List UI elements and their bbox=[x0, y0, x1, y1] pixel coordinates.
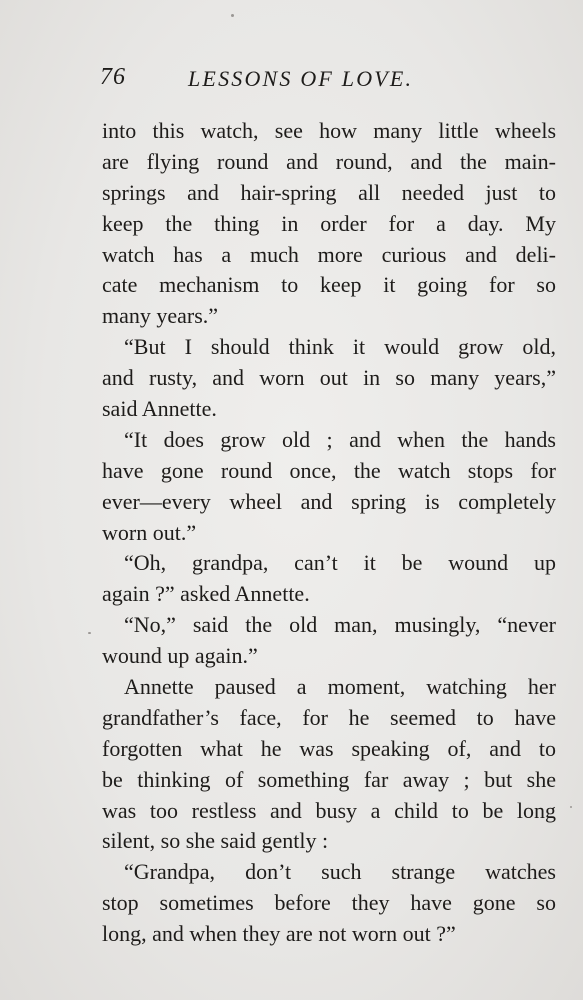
text-line: watch has a much more curious and deli- bbox=[102, 241, 556, 267]
text-line: and rusty, and worn out in so many years,” bbox=[102, 365, 556, 391]
text-line: silent, so she said gently : bbox=[102, 828, 329, 854]
text-line: keep the thing in order for a day. My bbox=[102, 210, 556, 236]
text-line: “Grandpa, don’t such strange watches bbox=[124, 859, 556, 885]
text-line: wound up again.” bbox=[102, 643, 258, 669]
text-line: ever—every wheel and spring is completely bbox=[102, 488, 556, 514]
page-header bbox=[100, 62, 560, 98]
paper-speck bbox=[88, 632, 91, 634]
text-line: “No,” said the old man, musingly, “never bbox=[124, 612, 556, 638]
text-line: said Annette. bbox=[102, 396, 217, 422]
running-title: LESSONS OF LOVE. bbox=[188, 66, 414, 91]
paper-speck bbox=[570, 806, 572, 808]
body-text bbox=[102, 116, 556, 950]
page-number: 76 bbox=[100, 64, 126, 90]
text-line: stop sometimes before they have gone so bbox=[102, 890, 556, 916]
text-line: “It does grow old ; and when the hands bbox=[124, 426, 556, 452]
text-line: forgotten what he was speaking of, and to bbox=[102, 735, 556, 761]
text-line: “Oh, grandpa, can’t it be wound up bbox=[124, 550, 556, 576]
text-line: into this watch, see how many little wheels bbox=[102, 118, 556, 143]
text-line: was too restless and busy a child to be long bbox=[102, 797, 556, 823]
text-line: have gone round once, the watch stops for bbox=[102, 457, 556, 483]
text-line: are flying round and round, and the main- bbox=[102, 148, 556, 174]
text-line: many years.” bbox=[102, 303, 219, 329]
text-line: Annette paused a moment, watching her bbox=[124, 674, 556, 700]
text-line: springs and hair-spring all needed just to bbox=[102, 179, 556, 205]
text-line: again ?” asked Annette. bbox=[102, 581, 310, 607]
text-line: long, and when they are not worn out ?” bbox=[102, 921, 456, 947]
text-line: cate mechanism to keep it going for so bbox=[102, 272, 556, 298]
text-line: grandfather’s face, for he seemed to have bbox=[102, 704, 556, 730]
text-line: be thinking of something far away ; but she bbox=[102, 766, 556, 792]
text-line: “But I should think it would grow old, bbox=[124, 334, 556, 360]
paper-speck bbox=[231, 14, 234, 17]
text-line: worn out.” bbox=[102, 519, 197, 545]
